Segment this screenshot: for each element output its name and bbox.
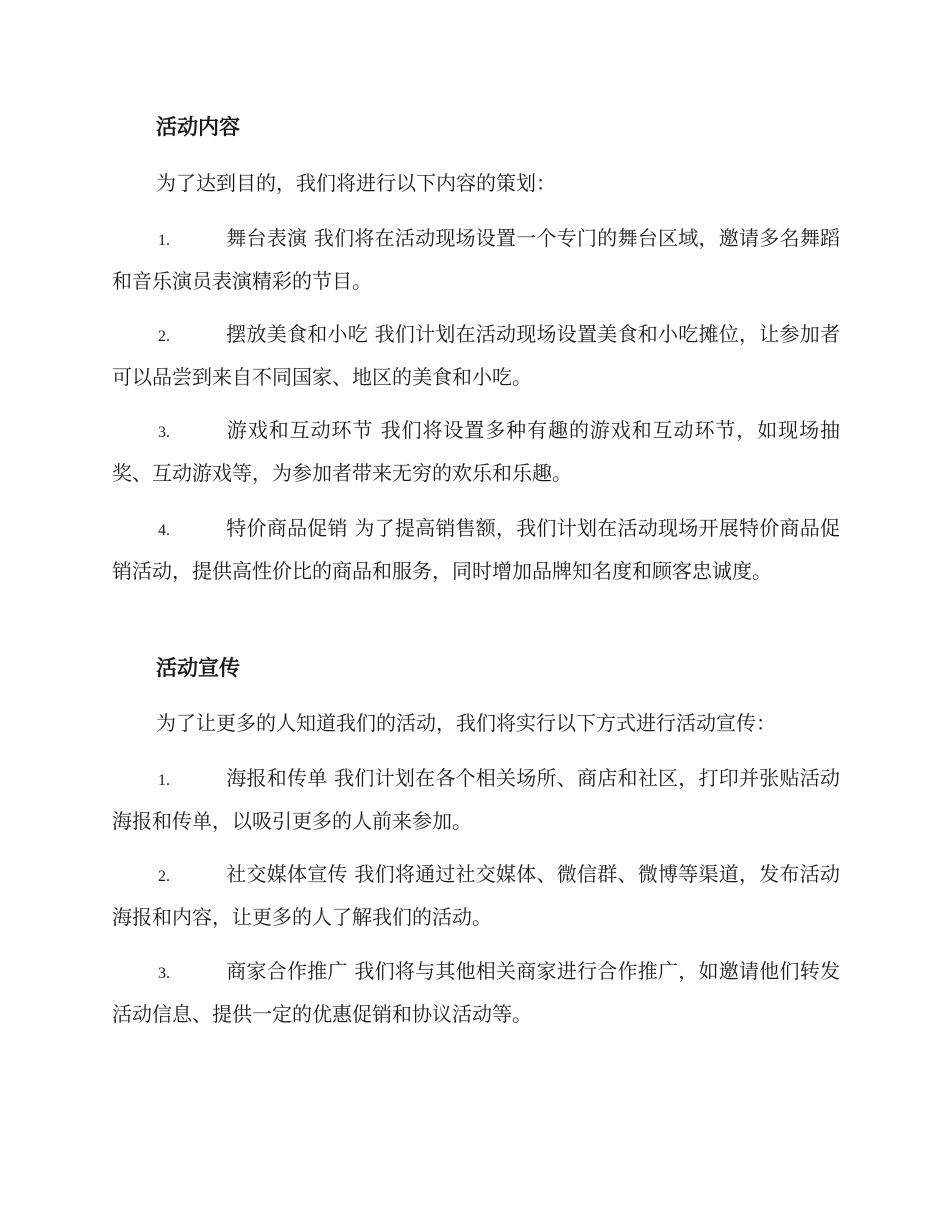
list-item — [112, 508, 840, 591]
section-intro: 为了让更多的人知道我们的活动，我们将实行以下方式进行活动宣传： — [156, 711, 776, 735]
list-item-text: 社交媒体宣传 我们将通过社交媒体、微信群、微博等渠道，发布活动海报和内容，让更多的人了解我们的活动。 — [112, 862, 840, 929]
list-item-number: 2. — [158, 868, 170, 885]
list-item-number: 4. — [158, 522, 170, 539]
list-item — [112, 951, 840, 1034]
section-heading: 活动内容 — [156, 114, 240, 139]
list-item-text: 特价商品促销 为了提高销售额，我们计划在活动现场开展特价商品促销活动，提供高性价比的商品和服务，同时增加品牌知名度和顾客忠诚度。 — [112, 516, 840, 583]
list-item-text: 游戏和互动环节 我们将设置多种有趣的游戏和互动环节，如现场抽奖、互动游戏等，为参加者带来无穷的欢乐和乐趣。 — [112, 418, 840, 485]
list-item — [112, 758, 840, 841]
list-item-text: 舞台表演 我们将在活动现场设置一个专门的舞台区域，邀请多名舞蹈和音乐演员表演精彩的节目。 — [112, 226, 840, 293]
list-item-number: 3. — [158, 424, 170, 441]
list-item-number: 1. — [158, 232, 170, 249]
list-item-number: 1. — [158, 772, 170, 789]
section-intro: 为了达到目的，我们将进行以下内容的策划： — [156, 171, 556, 195]
list-item-text: 海报和传单 我们计划在各个相关场所、商店和社区，打印并张贴活动海报和传单，以吸引更多的人前来参加。 — [112, 766, 840, 833]
list-item-number: 2. — [158, 328, 170, 345]
list-item-text: 摆放美食和小吃 我们计划在活动现场设置美食和小吃摊位，让参加者可以品尝到来自不同国家、地区的美食和小吃。 — [112, 322, 840, 389]
list-item — [112, 410, 840, 493]
list-item — [112, 218, 840, 301]
list-item-number: 3. — [158, 965, 170, 982]
section-heading: 活动宣传 — [156, 655, 240, 680]
list-item-text: 商家合作推广 我们将与其他相关商家进行合作推广，如邀请他们转发活动信息、提供一定的优惠促销和协议活动等。 — [112, 959, 840, 1026]
list-item — [112, 314, 840, 397]
list-item — [112, 854, 840, 937]
